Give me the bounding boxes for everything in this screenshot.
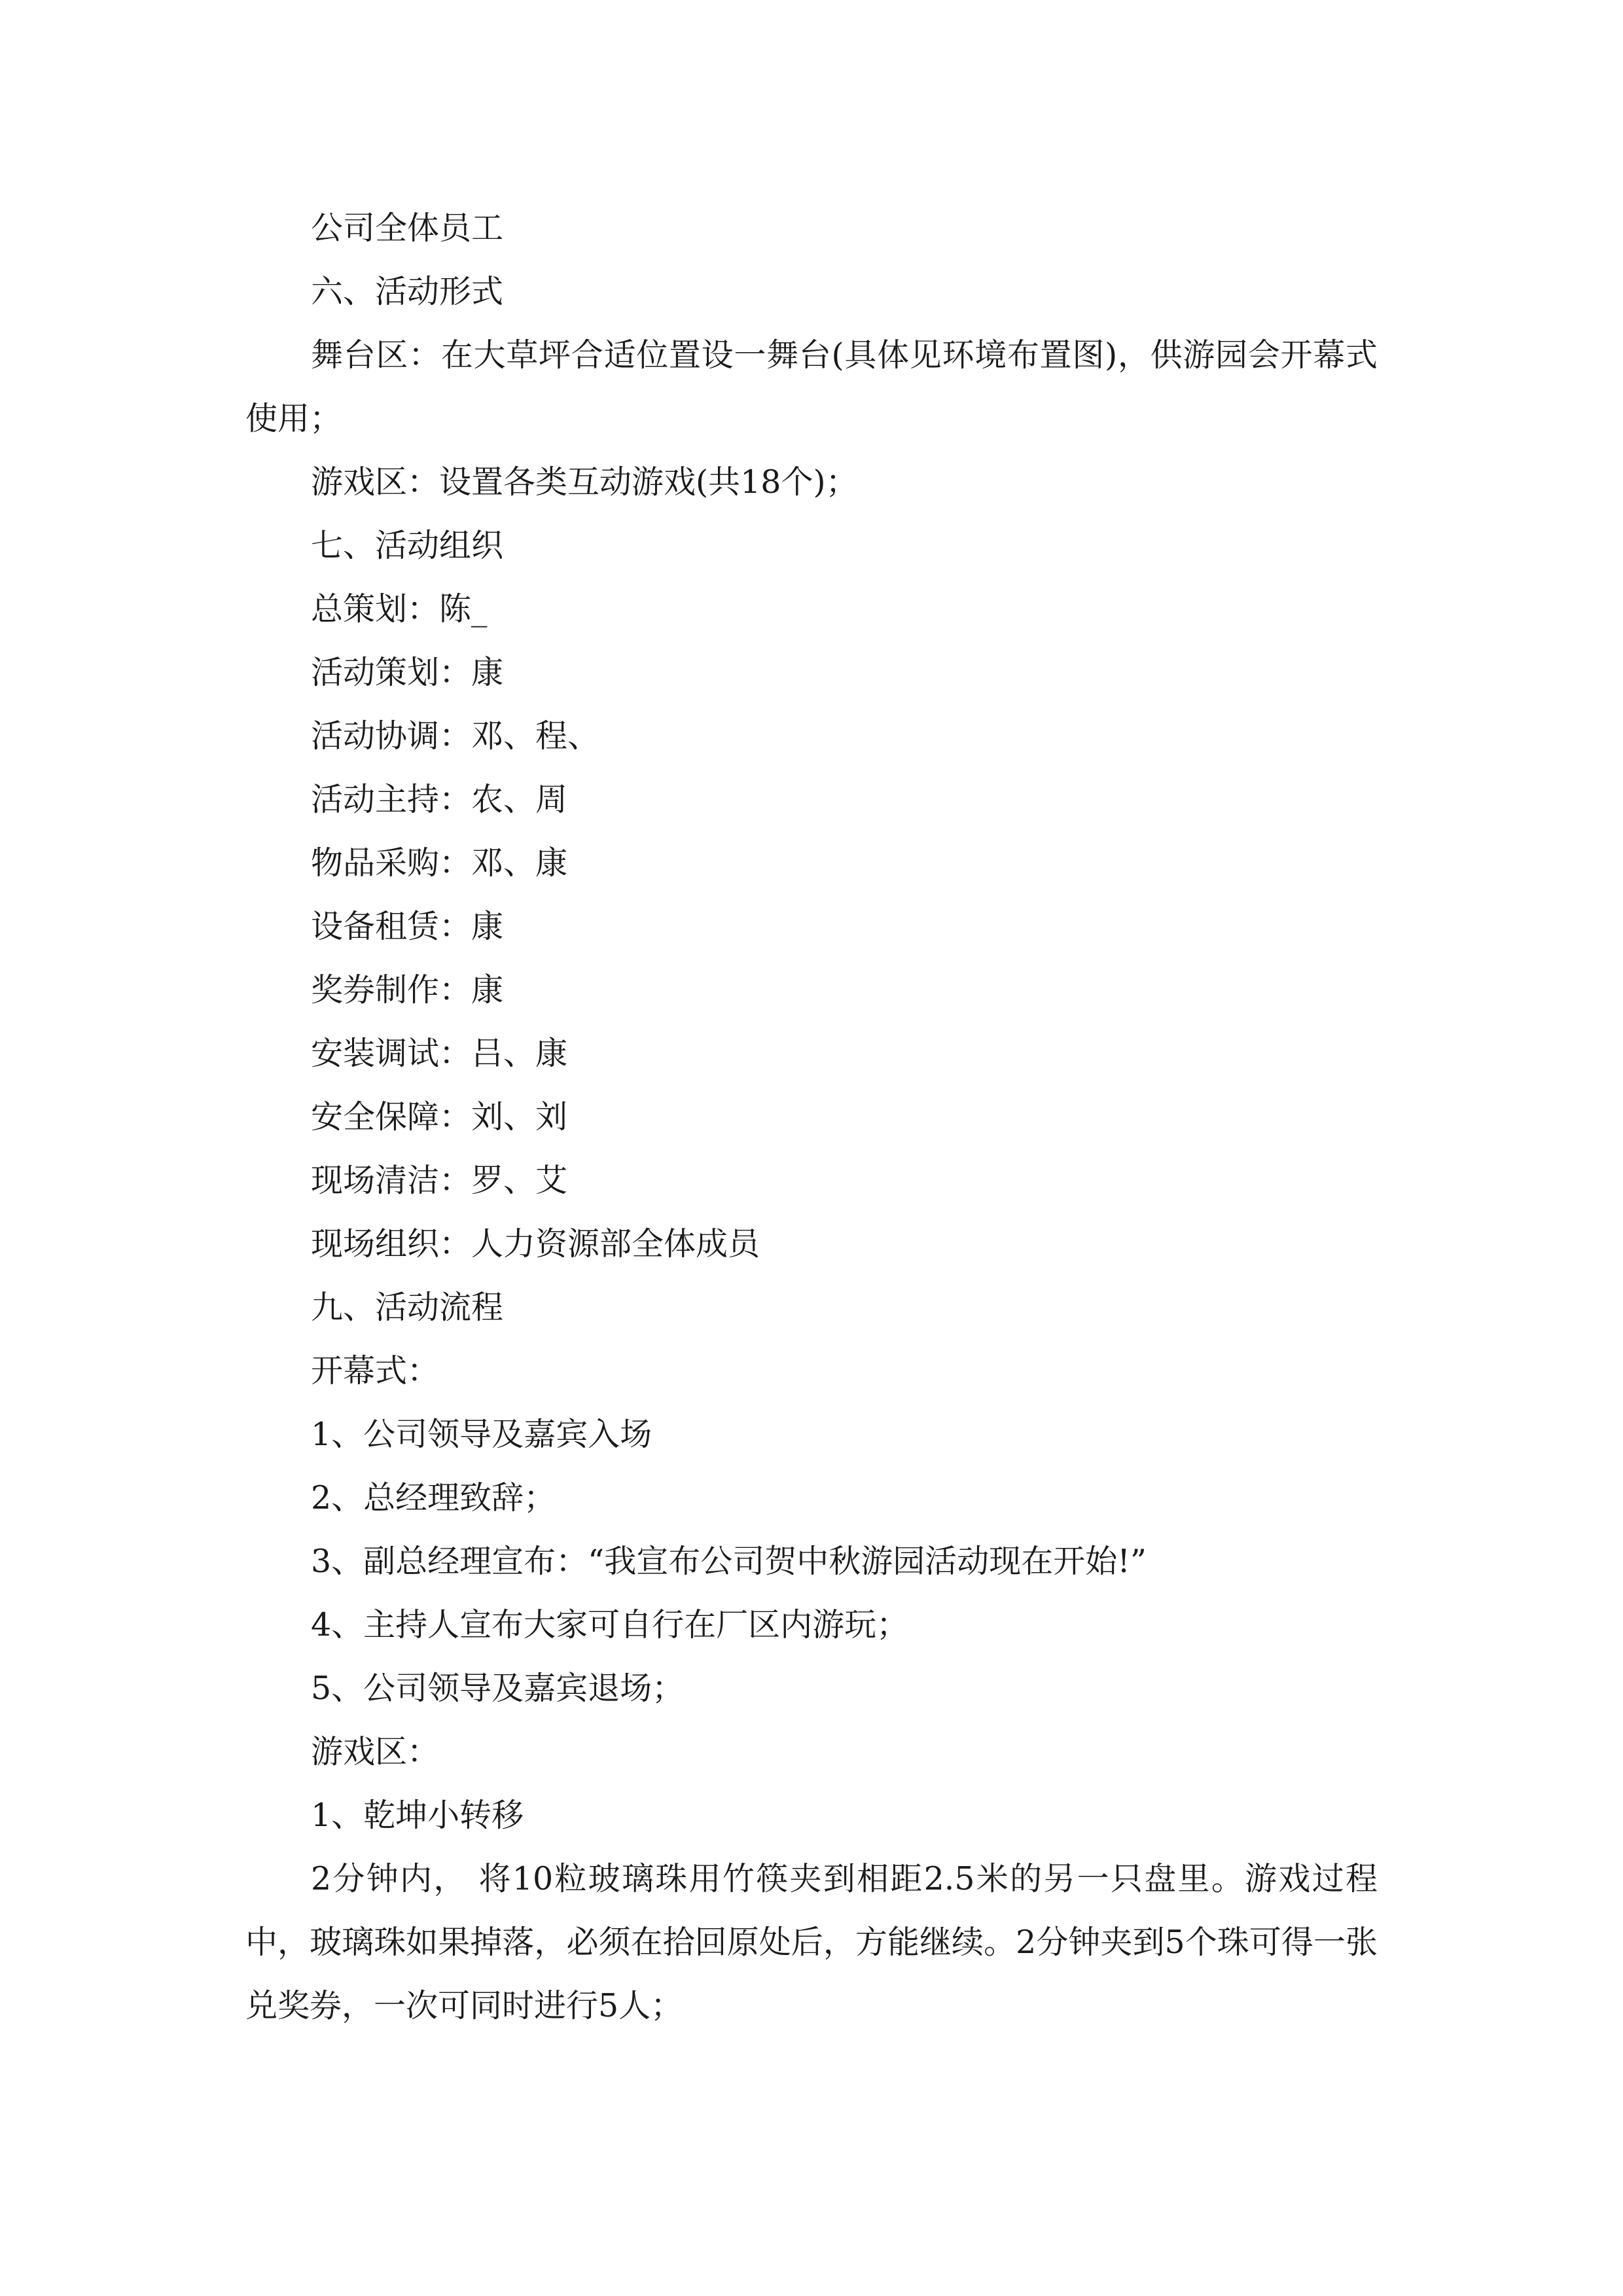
paragraph-cleaning: 现场清洁：罗、艾	[311, 1162, 568, 1199]
heading-activity-flow: 九、活动流程	[311, 1289, 504, 1326]
paragraph-opening: 开幕式：	[311, 1352, 440, 1390]
game-item-1: 1、乾坤小转移	[311, 1797, 524, 1834]
paragraph-installation: 安装调试：吕、康	[311, 1035, 568, 1072]
paragraph-voucher-production: 奖券制作：康	[311, 971, 504, 1009]
paragraph-coordination: 活动协调：邓、程、	[311, 717, 600, 755]
paragraph-safety: 安全保障：刘、刘	[311, 1098, 568, 1136]
paragraph-game-zone: 游戏区：	[311, 1733, 440, 1770]
list-item-2: 2、总经理致辞；	[311, 1479, 556, 1516]
list-item-4: 4、主持人宣布大家可自行在厂区内游玩；	[311, 1606, 909, 1643]
paragraph-host: 活动主持：农、周	[311, 781, 568, 818]
list-item-1: 1、公司领导及嘉宾入场	[311, 1416, 652, 1453]
paragraph-game-rules: 2分钟内， 将10粒玻璃珠用竹筷夹到相距2.5米的另一只盘里。游戏过程中，玻璃珠如果掉落，必须在拾回原处后，方能继续。2分钟夹到5个珠可得一张兑奖券，一次可同时进行5人；	[245, 1860, 1378, 2024]
paragraph-activity-planner: 活动策划：康	[311, 654, 504, 691]
list-item-5: 5、公司领导及嘉宾退场；	[311, 1670, 685, 1707]
heading-activity-organization: 七、活动组织	[311, 527, 504, 564]
paragraph-purchasing: 物品采购：邓、康	[311, 844, 568, 882]
paragraph-stage-area: 舞台区：在大草坪合适位置设一舞台(具体见环境布置图)，供游园会开幕式使用；	[245, 336, 1378, 437]
paragraph-equipment-rental: 设备租赁：康	[311, 908, 504, 945]
paragraph-site-organization: 现场组织：人力资源部全体成员	[311, 1225, 760, 1263]
heading-activity-format: 六、活动形式	[311, 273, 504, 310]
document-body	[245, 196, 1378, 2037]
paragraph-chief-planner: 总策划：陈_	[311, 590, 488, 628]
paragraph-participants: 公司全体员工	[311, 209, 504, 247]
paragraph-game-area: 游戏区：设置各类互动游戏(共18个)；	[311, 463, 858, 501]
list-item-3: 3、副总经理宣布：“我宣布公司贺中秋游园活动现在开始!”	[311, 1543, 1147, 1580]
